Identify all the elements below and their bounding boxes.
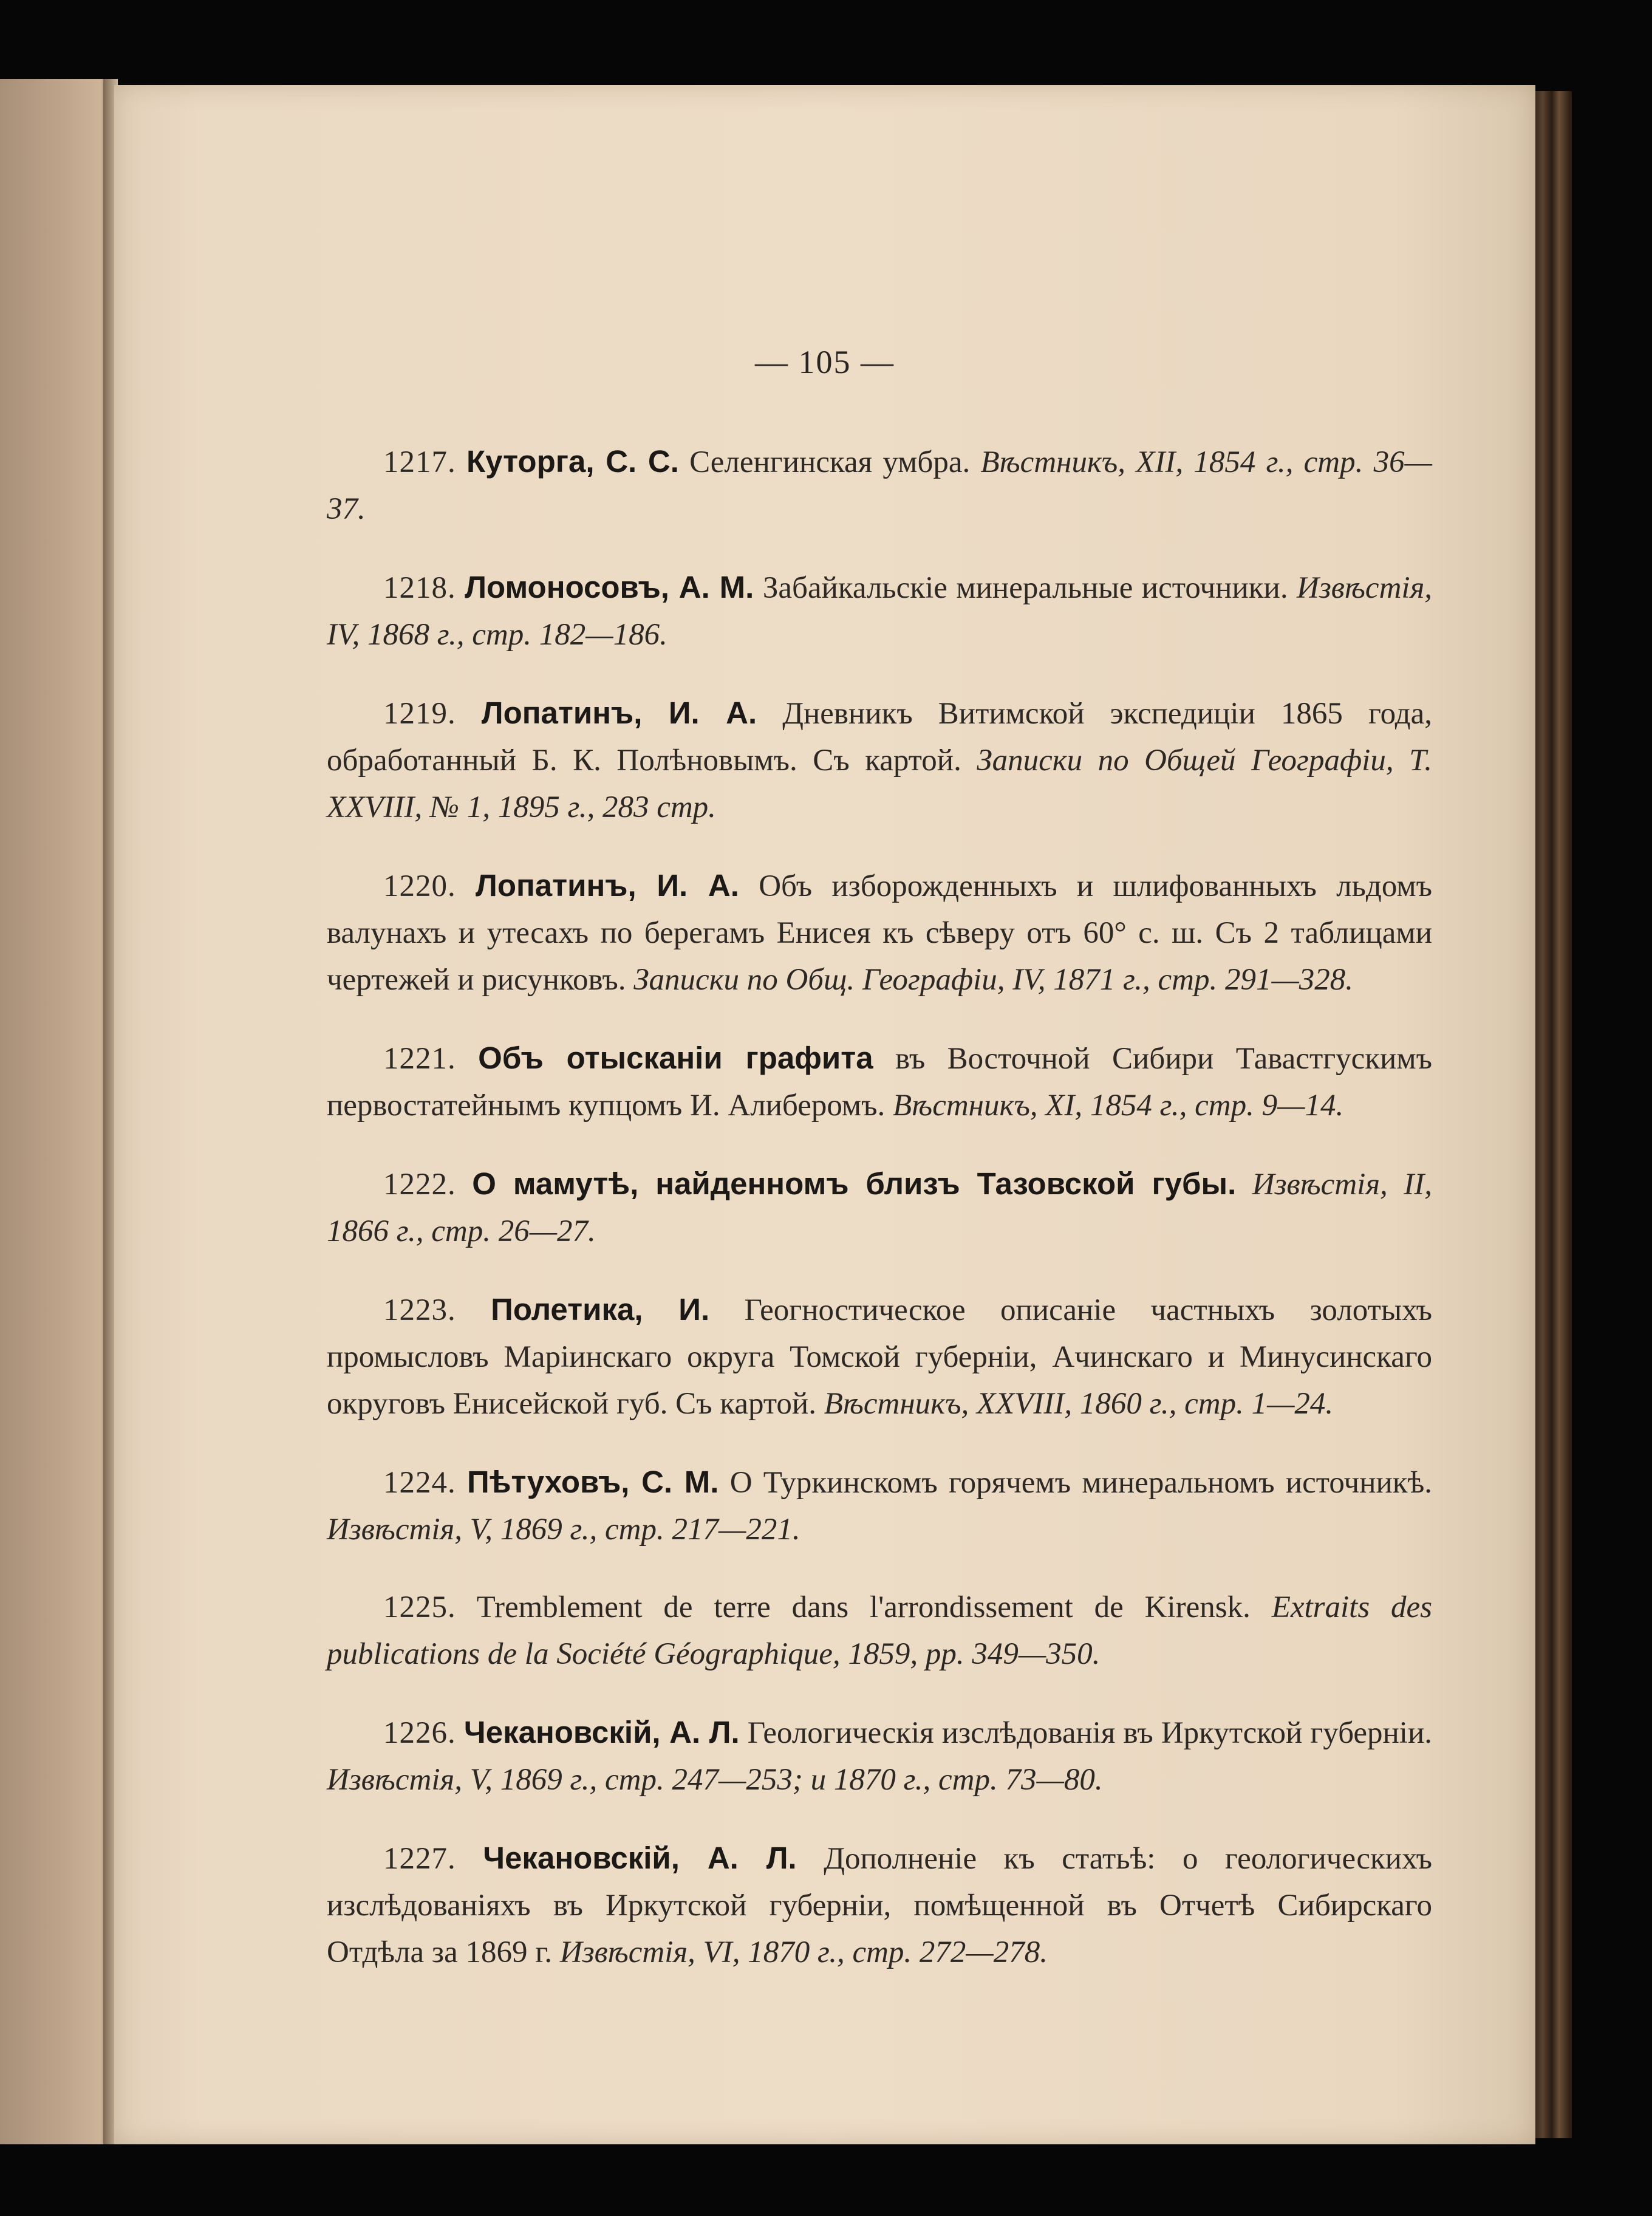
entry-author: Объ отысканіи графита: [478, 1041, 873, 1075]
entry-source: Вѣстникъ, XII, 1854 г., стр. 36—37.: [327, 445, 1432, 526]
entry-number: 1221.: [383, 1042, 456, 1076]
bibliography-entry: [327, 689, 1432, 831]
bibliography-entry: [327, 862, 1432, 1004]
entry-number: 1225.: [383, 1590, 456, 1624]
entry-source: Извѣстія, VI, 1870 г., стр. 272—278.: [559, 1935, 1048, 1969]
entry-author: Куторга, С. С.: [466, 444, 679, 479]
entry-source: Извѣстія, IV, 1868 г., стр. 182—186.: [327, 571, 1433, 652]
entry-source: Записки по Общ. Географіи, IV, 1871 г., стр. 291—328.: [633, 963, 1354, 997]
entry-source: Extraits des publications de la Société Géographique, 1859, pp. 349—350.: [327, 1590, 1432, 1671]
entry-author: Чекановскій, А. Л.: [483, 1841, 797, 1875]
entry-title: Объ изборожденныхъ и шлифованныхъ льдомъ валунахъ и утесахъ по берегамъ Енисея къ сѣверу отъ 60° с. ш. Съ 2 таблицами чертежей и рисунковъ.: [327, 869, 1432, 997]
entry-author: Полетика, И.: [491, 1292, 710, 1327]
entry-title: Дневникъ Витимской экспедиціи 1865 года, обработанный Б. К. Полѣновымъ. Съ картой.: [327, 697, 1432, 778]
entry-title: Геологическія изслѣдованія въ Иркутской губерніи.: [747, 1716, 1433, 1750]
entry-number: 1223.: [383, 1293, 456, 1327]
bibliography-entry: [327, 1709, 1432, 1804]
entry-number: 1226.: [383, 1716, 456, 1750]
entry-author: Пѣтуховъ, С. М.: [467, 1465, 719, 1499]
entry-number: 1220.: [383, 869, 456, 903]
bibliography-entry: [327, 1160, 1432, 1255]
entry-author: О мамутѣ, найденномъ близъ Тазовской губы.: [472, 1166, 1237, 1201]
entry-number: 1219.: [383, 697, 456, 731]
entry-source: Извѣстія, II, 1866 г., стр. 26—27.: [327, 1168, 1433, 1248]
entry-number: 1224.: [383, 1466, 456, 1500]
entry-number: 1218.: [383, 571, 456, 605]
entry-source: Записки по Общей Географіи, Т. XXVIII, № 1, 1895 г., 283 стр.: [327, 744, 1432, 824]
entry-author: Ломоносовъ, А. М.: [465, 570, 754, 604]
page-stack-edge: [1535, 91, 1572, 2138]
bibliography-entry: [327, 1286, 1432, 1428]
entry-source: Извѣстія, V, 1869 г., стр. 247—253; и 1870 г., стр. 73—80.: [327, 1763, 1103, 1797]
book-page: [114, 85, 1535, 2144]
entry-source: Вѣстникъ, XI, 1854 г., стр. 9—14.: [893, 1089, 1344, 1123]
bibliography-entry: [327, 1459, 1432, 1553]
bibliography-entry: [327, 1034, 1432, 1129]
entry-author: Чекановскій, А. Л.: [463, 1715, 740, 1749]
page-number: — 105 —: [755, 344, 895, 380]
entry-author: Лопатинъ, И. А.: [476, 868, 739, 903]
bibliography-list: [327, 407, 1432, 1986]
left-page-edge: [0, 79, 109, 2144]
entry-number: 1227.: [383, 1842, 456, 1876]
entry-title: Забайкальскіе минеральные источники.: [762, 571, 1288, 605]
entry-title: Дополненіе къ статьѣ: о геологическихъ изслѣдованіяхъ въ Иркутской губерніи, помѣщенной въ Отчетѣ Сибирскаго Отдѣла за 1869 г.: [327, 1842, 1432, 1969]
bibliography-entry: [327, 564, 1432, 658]
entry-source: Извѣстія, V, 1869 г., стр. 217—221.: [327, 1513, 800, 1547]
bibliography-entry: [327, 1835, 1432, 1976]
entry-title: О Туркинскомъ горячемъ минеральномъ источникѣ.: [729, 1466, 1433, 1500]
bibliography-entry: [327, 438, 1432, 533]
entry-number: 1222.: [383, 1168, 456, 1202]
entry-title: Геогностическое описаніе частныхъ золотыхъ промысловъ Маріинскаго округа Томской губерніи, Ачинскаго и Минусинскаго округовъ Енисейской губ. Съ картой.: [327, 1293, 1433, 1421]
entry-title: Tremblement de terre dans l'arrondissement de Kirensk.: [476, 1590, 1251, 1624]
entry-title: Селенгинская умбра.: [689, 445, 971, 479]
entry-title: въ Восточной Сибири Тавастгускимъ первостатейнымъ купцомъ И. Алиберомъ.: [327, 1042, 1432, 1123]
entry-number: 1217.: [383, 445, 456, 479]
entry-source: Вѣстникъ, XXVIII, 1860 г., стр. 1—24.: [824, 1387, 1334, 1421]
entry-author: Лопатинъ, И. А.: [481, 696, 757, 730]
bibliography-entry: [327, 1584, 1432, 1678]
